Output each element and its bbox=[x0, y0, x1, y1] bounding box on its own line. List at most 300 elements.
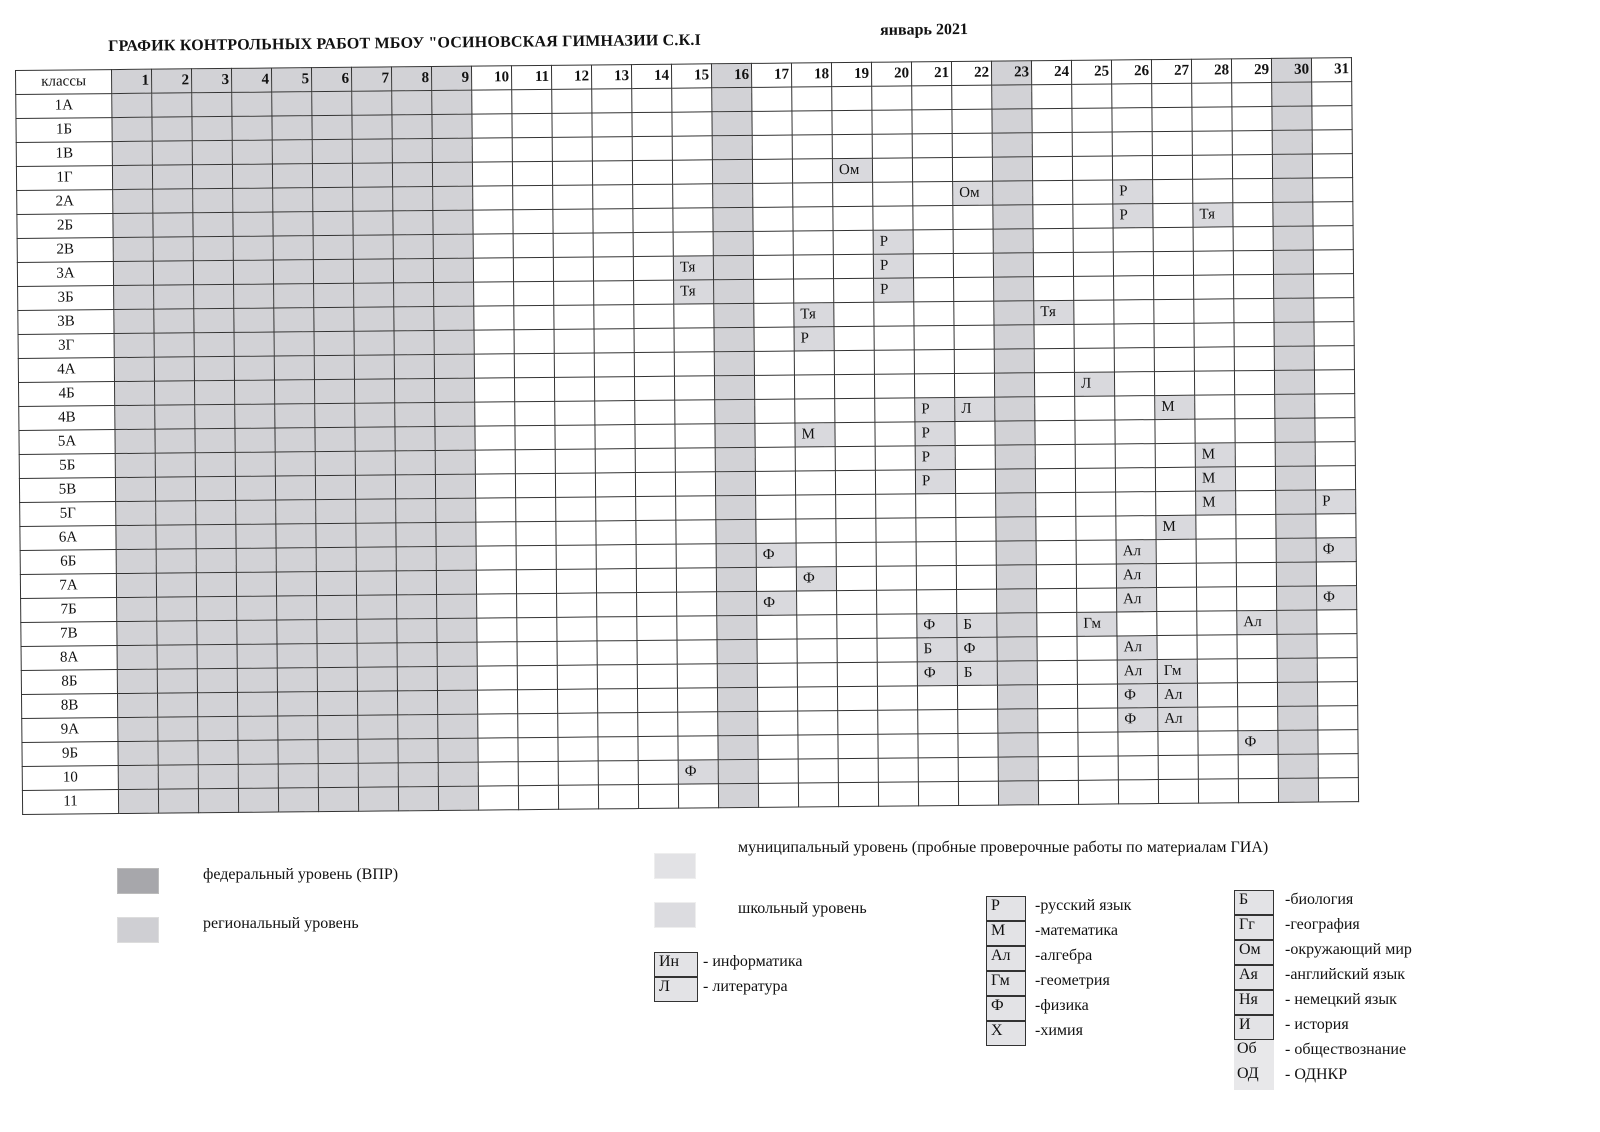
schedule-cell bbox=[197, 596, 237, 620]
schedule-cell bbox=[435, 402, 475, 426]
schedule-cell bbox=[232, 140, 272, 164]
schedule-cell bbox=[1314, 370, 1354, 394]
class-label: 5Б bbox=[19, 454, 115, 479]
schedule-cell bbox=[1154, 323, 1194, 347]
schedule-cell bbox=[1158, 731, 1198, 755]
schedule-cell bbox=[316, 499, 356, 523]
class-label: 9Б bbox=[22, 742, 118, 767]
schedule-cell bbox=[118, 765, 158, 789]
schedule-cell bbox=[356, 523, 396, 547]
schedule-cell bbox=[872, 86, 912, 110]
schedule-cell bbox=[518, 761, 558, 785]
schedule-cell bbox=[358, 739, 398, 763]
schedule-cell bbox=[635, 400, 675, 424]
schedule-cell bbox=[997, 613, 1037, 637]
schedule-cell bbox=[236, 500, 276, 524]
schedule-cell bbox=[635, 448, 675, 472]
schedule-cell bbox=[758, 783, 798, 807]
schedule-cell bbox=[277, 692, 317, 716]
schedule-cell bbox=[873, 182, 913, 206]
schedule-cell bbox=[593, 233, 633, 257]
schedule-cell bbox=[1313, 250, 1353, 274]
schedule-cell bbox=[1195, 419, 1235, 443]
schedule-cell bbox=[272, 92, 312, 116]
schedule-cell bbox=[553, 209, 593, 233]
schedule-cell bbox=[438, 714, 478, 738]
schedule-cell bbox=[1035, 444, 1075, 468]
schedule-cell bbox=[317, 643, 357, 667]
schedule-cell bbox=[555, 473, 595, 497]
schedule-cell bbox=[1278, 730, 1318, 754]
schedule-cell bbox=[678, 736, 718, 760]
schedule-cell bbox=[474, 330, 514, 354]
schedule-cell bbox=[192, 140, 232, 164]
day-header: 17 bbox=[751, 63, 791, 87]
schedule-cell bbox=[152, 141, 192, 165]
schedule-cell bbox=[477, 618, 517, 642]
schedule-cell bbox=[952, 157, 992, 181]
schedule-cell bbox=[1113, 228, 1153, 252]
schedule-cell bbox=[592, 137, 632, 161]
schedule-cell bbox=[678, 784, 718, 808]
abbr-desc-in: - информатика bbox=[703, 953, 803, 970]
schedule-cell bbox=[953, 229, 993, 253]
day-header: 2 bbox=[151, 69, 191, 93]
schedule-cell bbox=[114, 333, 154, 357]
schedule-cell bbox=[953, 205, 993, 229]
schedule-cell bbox=[1118, 732, 1158, 756]
schedule-entry: Ф bbox=[957, 637, 997, 661]
schedule-entry: Ф bbox=[1117, 684, 1157, 708]
schedule-cell bbox=[955, 421, 995, 445]
schedule-cell bbox=[1237, 682, 1277, 706]
schedule-cell bbox=[1233, 250, 1273, 274]
schedule-cell bbox=[754, 279, 794, 303]
schedule-cell bbox=[314, 331, 354, 355]
schedule-cell bbox=[637, 688, 677, 712]
schedule-cell bbox=[315, 475, 355, 499]
schedule-cell bbox=[1233, 178, 1273, 202]
schedule-cell bbox=[1076, 564, 1116, 588]
schedule-cell bbox=[1193, 179, 1233, 203]
schedule-cell bbox=[433, 210, 473, 234]
schedule-cell bbox=[914, 373, 954, 397]
schedule-entry: Б bbox=[957, 613, 997, 637]
schedule-cell bbox=[1276, 562, 1316, 586]
schedule-cell bbox=[1273, 202, 1313, 226]
schedule-cell bbox=[1115, 444, 1155, 468]
schedule-cell bbox=[437, 666, 477, 690]
schedule-cell bbox=[995, 445, 1035, 469]
schedule-cell bbox=[1076, 492, 1116, 516]
schedule-cell bbox=[115, 453, 155, 477]
schedule-cell bbox=[395, 474, 435, 498]
schedule-cell bbox=[1038, 756, 1078, 780]
schedule-cell bbox=[874, 350, 914, 374]
schedule-entry: Тя bbox=[674, 280, 714, 304]
schedule-cell bbox=[155, 453, 195, 477]
schedule-cell bbox=[1318, 778, 1358, 802]
schedule-cell bbox=[1312, 106, 1352, 130]
schedule-cell bbox=[913, 254, 953, 278]
schedule-cell bbox=[1234, 298, 1274, 322]
schedule-cell bbox=[1112, 84, 1152, 108]
schedule-cell bbox=[1273, 226, 1313, 250]
schedule-cell bbox=[513, 209, 553, 233]
schedule-cell bbox=[1073, 228, 1113, 252]
schedule-cell bbox=[835, 398, 875, 422]
schedule-cell bbox=[1318, 754, 1358, 778]
class-label: 5Г bbox=[20, 502, 116, 527]
day-header: 1 bbox=[112, 69, 152, 93]
schedule-cell bbox=[1315, 418, 1355, 442]
schedule-cell bbox=[913, 182, 953, 206]
abbr-code: Б bbox=[1234, 890, 1274, 915]
schedule-cell bbox=[234, 332, 274, 356]
schedule-cell bbox=[994, 349, 1034, 373]
schedule-cell bbox=[793, 207, 833, 231]
schedule-cell bbox=[555, 425, 595, 449]
schedule-cell bbox=[278, 716, 318, 740]
schedule-cell bbox=[634, 376, 674, 400]
schedule-cell bbox=[1274, 274, 1314, 298]
schedule-cell bbox=[914, 278, 954, 302]
schedule-cell bbox=[1118, 756, 1158, 780]
schedule-cell bbox=[478, 738, 518, 762]
schedule-entry: Л bbox=[1074, 372, 1114, 396]
schedule-cell bbox=[475, 450, 515, 474]
schedule-cell bbox=[554, 329, 594, 353]
schedule-cell bbox=[192, 164, 232, 188]
abbr-code-in: Ин bbox=[654, 952, 698, 977]
federal-swatch bbox=[117, 868, 159, 894]
schedule-cell bbox=[1233, 226, 1273, 250]
schedule-cell bbox=[717, 639, 757, 663]
schedule-cell bbox=[798, 711, 838, 735]
schedule-cell bbox=[193, 236, 233, 260]
schedule-cell bbox=[1033, 204, 1073, 228]
schedule-cell bbox=[1152, 83, 1192, 107]
schedule-cell bbox=[797, 687, 837, 711]
schedule-cell bbox=[676, 496, 716, 520]
schedule-cell bbox=[633, 232, 673, 256]
schedule-cell bbox=[314, 355, 354, 379]
schedule-cell bbox=[432, 114, 472, 138]
schedule-cell bbox=[555, 401, 595, 425]
schedule-cell bbox=[1033, 180, 1073, 204]
schedule-cell bbox=[312, 139, 352, 163]
schedule-cell bbox=[754, 351, 794, 375]
schedule-cell bbox=[272, 140, 312, 164]
schedule-cell bbox=[672, 160, 712, 184]
schedule-cell bbox=[117, 693, 157, 717]
schedule-cell bbox=[993, 205, 1033, 229]
schedule-cell bbox=[472, 114, 512, 138]
schedule-cell bbox=[1196, 563, 1236, 587]
schedule-cell bbox=[233, 212, 273, 236]
schedule-entry: Ф bbox=[756, 543, 796, 567]
day-header: 16 bbox=[711, 63, 751, 87]
schedule-cell bbox=[637, 592, 677, 616]
schedule-cell bbox=[794, 375, 834, 399]
schedule-cell bbox=[872, 110, 912, 134]
schedule-cell bbox=[273, 260, 313, 284]
schedule-cell bbox=[356, 547, 396, 571]
schedule-cell bbox=[433, 186, 473, 210]
schedule-cell bbox=[997, 589, 1037, 613]
schedule-cell bbox=[352, 91, 392, 115]
schedule-cell bbox=[195, 428, 235, 452]
schedule-cell bbox=[554, 281, 594, 305]
schedule-cell bbox=[237, 668, 277, 692]
schedule-cell bbox=[877, 662, 917, 686]
schedule-cell bbox=[278, 740, 318, 764]
schedule-cell bbox=[192, 116, 232, 140]
schedule-cell bbox=[437, 594, 477, 618]
day-header: 9 bbox=[431, 66, 471, 90]
schedule-cell bbox=[278, 788, 318, 812]
schedule-cell bbox=[395, 402, 435, 426]
schedule-cell bbox=[833, 230, 873, 254]
schedule-cell bbox=[878, 734, 918, 758]
day-header: 8 bbox=[391, 67, 431, 91]
schedule-entry: Ал bbox=[1116, 564, 1156, 588]
schedule-cell bbox=[478, 714, 518, 738]
schedule-cell bbox=[1236, 490, 1276, 514]
schedule-cell bbox=[1158, 779, 1198, 803]
schedule-cell bbox=[592, 161, 632, 185]
schedule-cell bbox=[236, 524, 276, 548]
schedule-cell bbox=[317, 595, 357, 619]
schedule-cell bbox=[236, 572, 276, 596]
schedule-cell bbox=[436, 498, 476, 522]
schedule-entry: Ал bbox=[1237, 610, 1277, 634]
schedule-cell bbox=[636, 496, 676, 520]
schedule-cell bbox=[1274, 298, 1314, 322]
schedule-cell bbox=[1153, 227, 1193, 251]
schedule-cell bbox=[1275, 466, 1315, 490]
schedule-cell bbox=[1153, 251, 1193, 275]
schedule-cell bbox=[1315, 394, 1355, 418]
schedule-cell bbox=[512, 161, 552, 185]
schedule-cell bbox=[877, 614, 917, 638]
schedule-cell bbox=[1272, 154, 1312, 178]
schedule-cell bbox=[558, 713, 598, 737]
schedule-cell bbox=[158, 741, 198, 765]
schedule-cell bbox=[196, 548, 236, 572]
schedule-cell bbox=[595, 473, 635, 497]
schedule-cell bbox=[514, 281, 554, 305]
schedule-cell bbox=[874, 302, 914, 326]
schedule-cell bbox=[1115, 420, 1155, 444]
schedule-cell bbox=[998, 757, 1038, 781]
schedule-cell bbox=[1314, 298, 1354, 322]
abbr-code: Ая bbox=[1234, 965, 1274, 990]
schedule-cell bbox=[997, 685, 1037, 709]
schedule-cell bbox=[795, 447, 835, 471]
schedule-cell bbox=[1236, 514, 1276, 538]
schedule-cell bbox=[155, 477, 195, 501]
schedule-cell bbox=[1075, 468, 1115, 492]
schedule-cell bbox=[478, 786, 518, 810]
schedule-cell bbox=[392, 162, 432, 186]
schedule-cell bbox=[916, 493, 956, 517]
schedule-cell bbox=[636, 568, 676, 592]
schedule-cell bbox=[1234, 346, 1274, 370]
schedule-cell bbox=[117, 621, 157, 645]
schedule-entry: Р bbox=[873, 254, 913, 278]
schedule-cell bbox=[236, 548, 276, 572]
schedule-cell bbox=[552, 113, 592, 137]
schedule-cell bbox=[397, 618, 437, 642]
schedule-cell bbox=[513, 185, 553, 209]
schedule-cell bbox=[1197, 659, 1237, 683]
schedule-cell bbox=[634, 304, 674, 328]
schedule-cell bbox=[714, 375, 754, 399]
schedule-cell bbox=[517, 593, 557, 617]
schedule-cell bbox=[594, 305, 634, 329]
schedule-cell bbox=[317, 667, 357, 691]
schedule-cell bbox=[514, 305, 554, 329]
schedule-cell bbox=[273, 188, 313, 212]
schedule-cell bbox=[558, 737, 598, 761]
schedule-cell bbox=[1036, 492, 1076, 516]
schedule-cell bbox=[792, 111, 832, 135]
schedule-cell bbox=[473, 210, 513, 234]
schedule-cell bbox=[1313, 178, 1353, 202]
schedule-entry: М bbox=[1196, 491, 1236, 515]
schedule-cell bbox=[1158, 755, 1198, 779]
day-header: 5 bbox=[271, 68, 311, 92]
schedule-cell bbox=[196, 524, 236, 548]
schedule-cell bbox=[954, 301, 994, 325]
schedule-cell bbox=[396, 498, 436, 522]
schedule-cell bbox=[276, 500, 316, 524]
schedule-cell bbox=[598, 713, 638, 737]
schedule-cell bbox=[352, 139, 392, 163]
schedule-cell bbox=[834, 278, 874, 302]
municipal-label: муниципальный уровень (пробные проверочные работы по материалам ГИА) bbox=[738, 839, 1269, 856]
schedule-cell bbox=[592, 113, 632, 137]
class-label: 1В bbox=[16, 142, 112, 167]
schedule-cell bbox=[1238, 754, 1278, 778]
schedule-cell bbox=[1317, 610, 1357, 634]
schedule-cell bbox=[394, 378, 434, 402]
schedule-cell bbox=[235, 428, 275, 452]
schedule-cell bbox=[1314, 274, 1354, 298]
schedule-cell bbox=[1112, 156, 1152, 180]
class-label: 3Б bbox=[18, 286, 114, 311]
schedule-cell bbox=[312, 163, 352, 187]
schedule-cell bbox=[1232, 130, 1272, 154]
abbr-code: Р bbox=[986, 896, 1026, 921]
schedule-cell bbox=[1232, 154, 1272, 178]
schedule-cell bbox=[1277, 634, 1317, 658]
schedule-cell bbox=[197, 668, 237, 692]
schedule-cell bbox=[1316, 562, 1356, 586]
regional-swatch bbox=[117, 917, 159, 943]
schedule-cell bbox=[1154, 371, 1194, 395]
schedule-cell bbox=[514, 353, 554, 377]
schedule-cell bbox=[914, 325, 954, 349]
schedule-cell bbox=[1035, 420, 1075, 444]
schedule-cell bbox=[435, 426, 475, 450]
schedule-cell bbox=[478, 762, 518, 786]
schedule-cell bbox=[557, 617, 597, 641]
schedule-cell bbox=[754, 375, 794, 399]
schedule-cell bbox=[717, 663, 757, 687]
class-label: 3А bbox=[17, 262, 113, 287]
schedule-cell bbox=[1274, 322, 1314, 346]
abbr-code-l: Л bbox=[654, 977, 698, 1002]
schedule-cell bbox=[435, 450, 475, 474]
schedule-cell bbox=[198, 788, 238, 812]
schedule-cell bbox=[198, 764, 238, 788]
schedule-cell bbox=[273, 236, 313, 260]
schedule-cell bbox=[1153, 179, 1193, 203]
schedule-cell bbox=[1033, 228, 1073, 252]
schedule-cell bbox=[274, 284, 314, 308]
class-label: 4Б bbox=[18, 382, 114, 407]
schedule-cell bbox=[1033, 252, 1073, 276]
schedule-cell bbox=[515, 425, 555, 449]
schedule-cell bbox=[155, 405, 195, 429]
schedule-cell bbox=[1197, 611, 1237, 635]
schedule-entry: Р bbox=[873, 230, 913, 254]
schedule-cell bbox=[1197, 587, 1237, 611]
schedule-cell bbox=[353, 211, 393, 235]
schedule-cell bbox=[1155, 443, 1195, 467]
schedule-cell bbox=[992, 133, 1032, 157]
schedule-cell bbox=[1074, 300, 1114, 324]
schedule-cell bbox=[1037, 588, 1077, 612]
schedule-cell bbox=[673, 232, 713, 256]
schedule-cell bbox=[436, 546, 476, 570]
schedule-cell bbox=[354, 379, 394, 403]
schedule-cell bbox=[1236, 562, 1276, 586]
schedule-cell bbox=[878, 782, 918, 806]
schedule-cell bbox=[1273, 178, 1313, 202]
schedule-cell bbox=[394, 354, 434, 378]
class-label: 7Б bbox=[21, 598, 117, 623]
schedule-cell bbox=[994, 325, 1034, 349]
schedule-cell bbox=[355, 427, 395, 451]
schedule-cell bbox=[1312, 154, 1352, 178]
schedule-cell bbox=[1155, 419, 1195, 443]
abbr-description: - обществознание bbox=[1285, 1041, 1407, 1058]
schedule-cell bbox=[1072, 132, 1112, 156]
schedule-cell bbox=[156, 501, 196, 525]
schedule-cell bbox=[116, 525, 156, 549]
schedule-cell bbox=[833, 182, 873, 206]
schedule-cell bbox=[1113, 252, 1153, 276]
schedule-cell bbox=[158, 765, 198, 789]
schedule-cell bbox=[397, 594, 437, 618]
schedule-cell bbox=[958, 781, 998, 805]
schedule-cell bbox=[112, 117, 152, 141]
schedule-cell bbox=[794, 351, 834, 375]
schedule-cell bbox=[635, 472, 675, 496]
schedule-cell bbox=[473, 186, 513, 210]
schedule-cell bbox=[715, 423, 755, 447]
schedule-cell bbox=[796, 519, 836, 543]
schedule-cell bbox=[517, 665, 557, 689]
schedule-cell bbox=[396, 546, 436, 570]
schedule-cell bbox=[514, 377, 554, 401]
schedule-cell bbox=[512, 89, 552, 113]
schedule-cell bbox=[597, 665, 637, 689]
schedule-cell bbox=[153, 189, 193, 213]
